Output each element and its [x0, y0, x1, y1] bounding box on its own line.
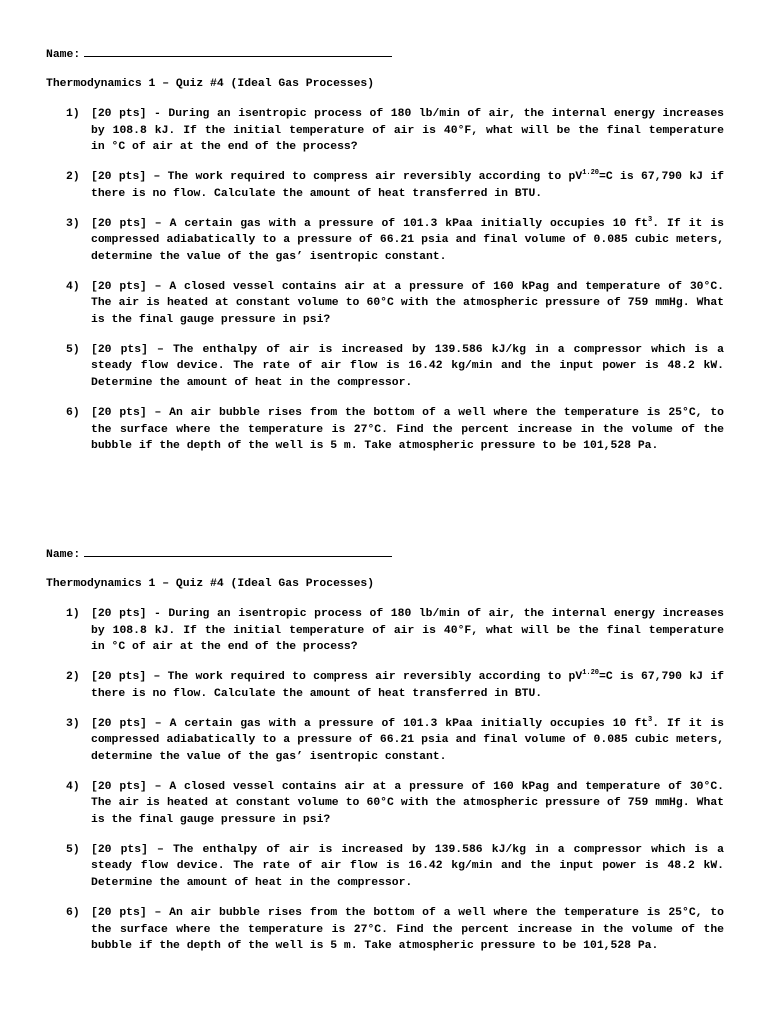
question-text: [20 pts] – An air bubble rises from the bottom of a well where the temperature is 25°C, to the surface where the temperature is 27°C. Find the percent increase in the volume of the bubble if the depth of the well is 5 m. Take atmospheric pressure to be 101,528 Pa. [91, 906, 724, 953]
quiz-sheet-top [46, 45, 724, 468]
question-item [46, 216, 724, 266]
question-text: [20 pts] – The enthalpy of air is increased by 139.586 kJ/kg in a compressor which is a steady flow device. The rate of air flow is 16.42 kg/min and the input power is 48.2 kW. Determine the amount of heat in the compressor. [91, 843, 724, 890]
question-number: 1) [66, 108, 80, 120]
name-blank-line[interactable] [84, 545, 392, 557]
question-text-before: [20 pts] – The work required to compress air reversibly according to pV [91, 171, 583, 184]
name-field-row [46, 545, 724, 562]
question-text [91, 715, 724, 763]
name-blank-line[interactable] [84, 45, 392, 57]
quiz-title: Thermodynamics 1 – Quiz #4 (Ideal Gas Processes) [46, 78, 375, 90]
question-text: [20 pts] – An air bubble rises from the bottom of a well where the temperature is 25°C, to the surface where the temperature is 27°C. Find the percent increase in the volume of the bubble if the depth of the well is 5 m. Take atmospheric pressure to be 101,528 Pa. [91, 406, 724, 453]
question-number: 4) [66, 780, 80, 793]
question-text-after: . If it is compressed adiabatically to a pressure of 66.21 psia and final volume of 0.085 cubic meters, determine the value of the gas’ isentropic constant. [91, 717, 724, 763]
name-label: Name: [46, 49, 81, 61]
question-number: 6) [66, 906, 80, 919]
question-text [91, 215, 724, 263]
question-text: [20 pts] - During an isentropic process of 180 lb/min of air, the internal energy increases by 108.8 kJ. If the initial temperature of air is 40°F, what will be the final temperature in °C of air at the end of the process? [91, 108, 724, 154]
question-item [46, 342, 724, 392]
quiz-sheet-bottom [46, 545, 724, 968]
question-item [46, 279, 724, 329]
question-number: 2) [66, 171, 80, 184]
exponent: 3 [648, 215, 653, 224]
question-text: [20 pts] - During an isentropic process of 180 lb/min of air, the internal energy increases by 108.8 kJ. If the initial temperature of air is 40°F, what will be the final temperature in °C of air at the end of the process? [91, 608, 724, 654]
exponent: 1.20 [582, 169, 599, 178]
exponent: 3 [648, 715, 653, 724]
question-item [46, 606, 724, 656]
question-list [46, 606, 724, 955]
question-number: 3) [66, 217, 80, 230]
question-text [91, 171, 724, 200]
question-item [46, 169, 724, 202]
exponent: 1.20 [582, 669, 599, 678]
name-label: Name: [46, 549, 81, 561]
question-text-before: [20 pts] – A certain gas with a pressure of 101.3 kPaa initially occupies 10 ft [91, 717, 649, 730]
question-item [46, 106, 724, 156]
question-text-after: . If it is compressed adiabatically to a pressure of 66.21 psia and final volume of 0.085 cubic meters, determine the value of the gas’ isentropic constant. [91, 217, 724, 263]
name-field-row [46, 45, 724, 62]
question-text: [20 pts] – A closed vessel contains air at a pressure of 160 kPag and temperature of 30°C. The air is heated at constant volume to 60°C with the atmospheric pressure of 759 mmHg. What is the final gauge pressure in psi? [91, 280, 724, 327]
question-item [46, 669, 724, 702]
question-text-after: =C is 67,790 kJ if there is no flow. Calculate the amount of heat transferred in BTU. [91, 171, 724, 200]
question-text: [20 pts] – A closed vessel contains air at a pressure of 160 kPag and temperature of 30°C. The air is heated at constant volume to 60°C with the atmospheric pressure of 759 mmHg. What is the final gauge pressure in psi? [91, 780, 724, 827]
question-text [91, 671, 724, 700]
question-item [46, 405, 724, 455]
question-list [46, 106, 724, 455]
question-text-before: [20 pts] – The work required to compress air reversibly according to pV [91, 671, 583, 684]
question-text-before: [20 pts] – A certain gas with a pressure of 101.3 kPaa initially occupies 10 ft [91, 217, 649, 230]
question-number: 2) [66, 671, 80, 684]
question-item [46, 842, 724, 892]
question-number: 5) [66, 343, 80, 356]
question-number: 4) [66, 280, 80, 293]
question-number: 1) [66, 608, 80, 620]
question-item [46, 716, 724, 766]
question-number: 3) [66, 717, 80, 730]
quiz-title: Thermodynamics 1 – Quiz #4 (Ideal Gas Processes) [46, 578, 375, 590]
question-text-after: =C is 67,790 kJ if there is no flow. Calculate the amount of heat transferred in BTU. [91, 671, 724, 700]
question-text: [20 pts] – The enthalpy of air is increased by 139.586 kJ/kg in a compressor which is a steady flow device. The rate of air flow is 16.42 kg/min and the input power is 48.2 kW. Determine the amount of heat in the compressor. [91, 343, 724, 390]
question-item [46, 905, 724, 955]
question-number: 5) [66, 843, 80, 856]
question-item [46, 779, 724, 829]
question-number: 6) [66, 406, 80, 419]
